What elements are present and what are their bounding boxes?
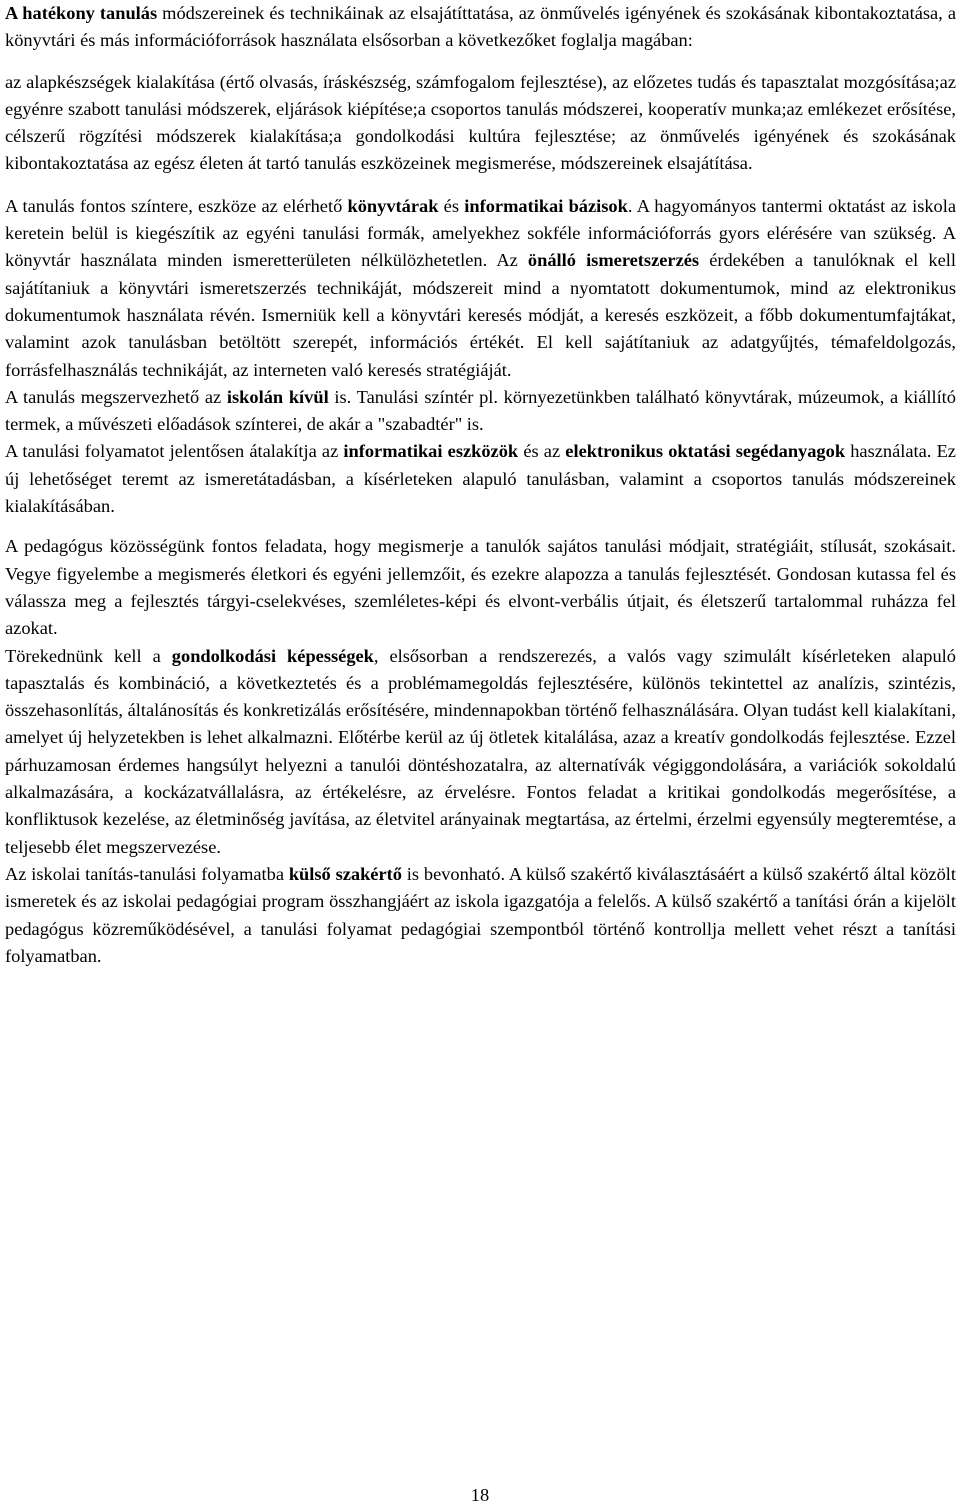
paragraph-text: Törekednünk kell a — [5, 645, 172, 666]
bold-term: önálló ismeretszerzés — [527, 250, 700, 271]
bold-term: iskolán kívül — [226, 386, 329, 407]
document-body — [5, 0, 956, 970]
bold-term: könyvtárak — [347, 195, 439, 216]
paragraph-libraries — [5, 193, 956, 384]
paragraph-external-expert — [5, 861, 956, 970]
paragraph-text: , elsősorban a rendszerezés, a valós vagy szimulált kísérleteken alapuló tapasztalás és kombináció, a következtetés és a problémamegoldás fejlesztésére, különös tekintettel az analízis, szintézis, összehasonlítás, általánosítás és konkretizálás erősítésére, mindennapokban történő felhasználására. Olyan tudást kell kialakítani, amelyet új helyzetekben is lehet alkalmazni. Előtérbe kerül az új ötletek kitalálása, azaz a kreatív gondolkodás fejlesztése. Ezzel párhuzamosan érdemes hangsúlyt helyezni a tanulói döntéshozatalra, az alternatívák végiggondolására, a variációk sokoldalú alkalmazására, a kockázatvállalásra, az értékelésre, az érvelésre. Fontos feladat a kritikai gondolkodás megerősítése, a konfliktusok kezelése, az életminőség javítása, az életvitel arányainak megtartása, az értelmi, érzelmi egyensúly megteremtése, a teljesebb élet megszervezése. — [5, 645, 956, 857]
paragraph-text: használata. Ez új lehetőséget teremt az ismeretátadásban, a kísérleteken alapuló tanulásban, valamint a csoportos tanulás módszereinek kialakításában. — [5, 441, 956, 517]
page-number: 18 — [470, 1485, 490, 1505]
paragraph-text: . A hagyományos tantermi oktatást az iskola keretein belül is kiegészítik az egyéni tanulási formák, amelyekhez sokféle információforrás gyors elérésére van szükség. A könyvtár használata minden ismeretterületen nélkülözhetetlen. Az — [5, 195, 957, 271]
paragraph-text: A pedagógus közösségünk fontos feladata, hogy megismerje a tanulók sajátos tanulási módjait, stratégiáit, stílusát, szokásait. Vegye figyelembe a megismerés életkori és egyéni jellemzőit, és ezekre alapozza a tanulás fejlesztését. Gondosan kutassa fel és válassza meg a fejlesztés tárgyi-cselekvéses, szemléletes-képi és elvont-verbális útjait, és életszerű tartalommal ruházza fel azokat. — [5, 536, 956, 639]
paragraph-thinking-skills — [5, 643, 956, 861]
bold-term: külső szakértő — [288, 863, 402, 884]
paragraph-it-tools — [5, 438, 956, 520]
bold-term: informatikai eszközök — [343, 441, 519, 462]
paragraph-text: A tanulás fontos színtere, eszköze az elérhető — [5, 195, 348, 216]
paragraph-text: az alapkészségek kialakítása (értő olvasás, íráskészség, számfogalom fejlesztése), az előzetes tudás és tapasztalat mozgósítása;az egyénre szabott tanulási módszerek, eljárások kiépítése;a csoportos tanulás módszerei, kooperatív munka;az emlékezet erősítése, célszerű rögzítési módszerek kialakítása;a gondolkodási kultúra fejlesztése; az önművelés igényének és szokásának kibontakoztatása az egész életen át tartó tanulás eszközeinek megismerése, módszereinek elsajátítása. — [5, 71, 956, 174]
paragraph-text: és az — [518, 441, 566, 462]
paragraph-text: és — [438, 195, 465, 216]
paragraph-text: A tanulás megszervezhető az — [5, 386, 227, 407]
paragraph-text: módszereinek és technikáinak az elsajátíttatása, az önművelés igényének és szokásának kibontakoztatása, a könyvtári és más információforrások használata elsősorban a következőket foglalja magában: — [5, 3, 956, 51]
bold-term: gondolkodási képességek — [171, 645, 374, 666]
paragraph-skills-list — [5, 69, 956, 178]
paragraph-teachers — [5, 533, 956, 642]
paragraph-text: is bevonható. A külső szakértő kiválasztásáért a külső szakértő által közölt ismeretek és az iskolai pedagógiai program összhangjáért az iskola igazgatója a felelős. A külső szakértő a tanítási órán a kijelölt pedagógus közreműködésével, a tanulási folyamat pedagógiai szempontból történő kontrollja mellett vehet részt a tanítási folyamatban. — [5, 863, 956, 966]
paragraph-text: A tanulási folyamatot jelentősen átalakítja az — [5, 441, 344, 462]
paragraph-text: érdekében a tanulóknak el kell sajátítaniuk a könyvtári ismeretszerzés technikáját, módszereit mind a nyomtatott dokumentumok, mind az elektronikus dokumentumok használata révén. Ismerniük kell a könyvtári keresés módját, a keresés eszközeit, a főbb dokumentumfajtákat, valamint azok tanulásban betöltött szerepét, információs értékét. El kell sajátítaniuk az adatgyűjtés, témafeldolgozás, forrásfelhasználás technikáját, az interneten való keresés stratégiáját. — [5, 250, 956, 380]
bold-term: informatikai bázisok — [464, 195, 628, 216]
paragraph-efficient-learning-intro — [5, 0, 956, 55]
bold-term: A hatékony tanulás — [5, 3, 158, 23]
paragraph-text: Az iskolai tanítás-tanulási folyamatba — [5, 863, 289, 884]
bold-term: elektronikus oktatási segédanyagok — [565, 441, 846, 462]
paragraph-text: is. Tanulási színtér pl. környezetünkben található könyvtárak, múzeumok, a kiállító termek, a művészeti előadások színterei, de akár a "szabadtér" is. — [5, 386, 956, 435]
paragraph-outside-school — [5, 384, 956, 439]
